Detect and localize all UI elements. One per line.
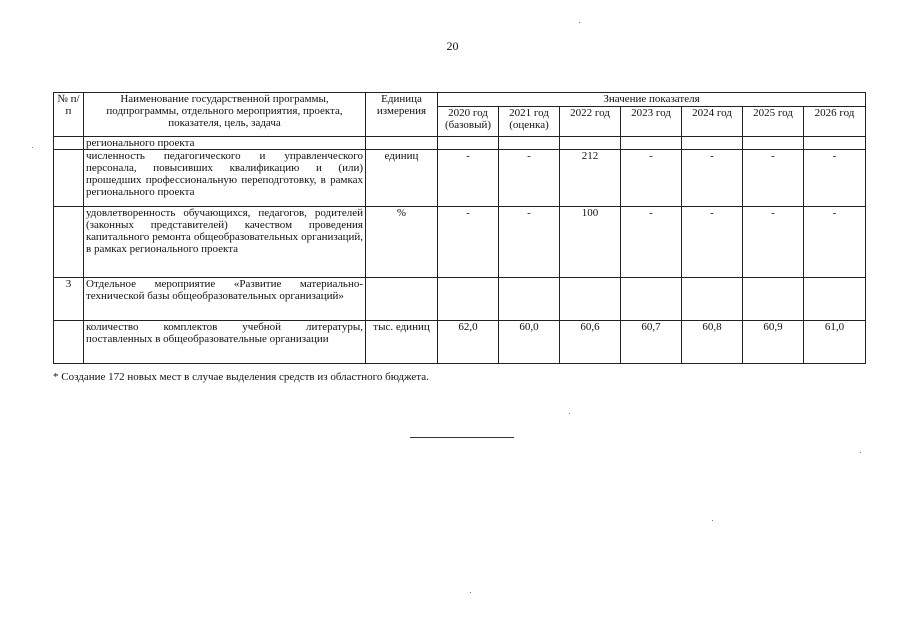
indicators-table bbox=[53, 92, 866, 364]
scan-speck bbox=[569, 413, 570, 414]
header-year bbox=[621, 107, 682, 137]
header-year-label: 2022 год bbox=[570, 107, 610, 119]
table-header bbox=[54, 93, 866, 137]
header-year-label: 2025 год bbox=[753, 107, 793, 119]
row-value-cell: - bbox=[804, 207, 866, 278]
row-value-cell bbox=[804, 137, 866, 150]
header-name: Наименование государственной программы, подпрограммы, отдельного мероприятия, проекта, показателя, цель, задача bbox=[84, 93, 366, 137]
row-num-cell bbox=[54, 137, 84, 150]
row-name-cell: количество комплектов учебной литературы, поставленных в общеобразовательные организации bbox=[84, 321, 366, 364]
scan-speck bbox=[470, 592, 471, 593]
row-value-cell bbox=[499, 137, 560, 150]
row-value-cell: - bbox=[499, 150, 560, 207]
row-value-cell: - bbox=[438, 207, 499, 278]
row-num-cell bbox=[54, 321, 84, 364]
header-year-label: 2026 год bbox=[814, 107, 855, 119]
row-name-cell: регионального проекта bbox=[84, 137, 366, 150]
row-value-cell: - bbox=[682, 207, 743, 278]
header-value-group: Значение показателя bbox=[438, 93, 866, 107]
row-value-cell bbox=[682, 137, 743, 150]
scan-speck bbox=[579, 22, 580, 23]
header-year bbox=[438, 107, 499, 137]
row-num-cell bbox=[54, 150, 84, 207]
row-name-cell: численность педагогического и управленческого персонала, повысивших квалификацию и (или) прошедших профессиональную переподготовку, в рамках регионального проекта bbox=[84, 150, 366, 207]
row-num-cell: 3 bbox=[54, 278, 84, 321]
row-value-cell: - bbox=[438, 150, 499, 207]
table-row bbox=[54, 137, 866, 150]
table-body bbox=[54, 137, 866, 364]
row-name-cell: удовлетворенность обучающихся, педагогов, родителей (законных представителей) качеством проведения капитального ремонта общеобразовательных организаций, в рамках регионального проекта bbox=[84, 207, 366, 278]
row-num-cell bbox=[54, 207, 84, 278]
row-value-cell bbox=[438, 137, 499, 150]
row-value-cell bbox=[743, 137, 804, 150]
row-value-cell: - bbox=[621, 150, 682, 207]
row-value-cell: 61,0 bbox=[804, 321, 866, 364]
row-value-cell: 60,7 bbox=[621, 321, 682, 364]
row-value-cell: 100 bbox=[560, 207, 621, 278]
row-value-cell bbox=[621, 137, 682, 150]
header-year bbox=[560, 107, 621, 137]
header-year-label: 2021 год bbox=[509, 107, 549, 119]
row-value-cell: 60,9 bbox=[743, 321, 804, 364]
header-year-label: 2023 год bbox=[631, 107, 671, 119]
row-value-cell: 60,6 bbox=[560, 321, 621, 364]
header-year bbox=[682, 107, 743, 137]
row-value-cell: - bbox=[621, 207, 682, 278]
footnote: * Создание 172 новых мест в случае выделения средств из областного бюджета. bbox=[53, 371, 429, 383]
row-value-cell bbox=[743, 278, 804, 321]
row-value-cell bbox=[499, 278, 560, 321]
row-value-cell bbox=[438, 278, 499, 321]
header-year-label: 2020 год bbox=[448, 107, 488, 119]
table-row bbox=[54, 150, 866, 207]
table-row bbox=[54, 278, 866, 321]
row-value-cell: 60,0 bbox=[499, 321, 560, 364]
row-value-cell bbox=[621, 278, 682, 321]
row-value-cell: 212 bbox=[560, 150, 621, 207]
row-value-cell bbox=[560, 137, 621, 150]
scan-speck bbox=[712, 520, 713, 521]
row-value-cell: - bbox=[804, 150, 866, 207]
scan-speck bbox=[32, 147, 33, 148]
row-value-cell: - bbox=[743, 207, 804, 278]
row-unit-cell: тыс. единиц bbox=[366, 321, 438, 364]
table-row bbox=[54, 207, 866, 278]
row-name-cell: Отдельное мероприятие «Развитие материально-технической базы общеобразовательных организаций» bbox=[84, 278, 366, 321]
header-unit: Единица измерения bbox=[366, 93, 438, 137]
scan-speck bbox=[860, 452, 861, 453]
row-unit-cell: единиц bbox=[366, 150, 438, 207]
header-year-note: (базовый) bbox=[444, 119, 492, 131]
header-year bbox=[499, 107, 560, 137]
row-value-cell: - bbox=[499, 207, 560, 278]
end-rule-divider bbox=[410, 437, 514, 438]
row-value-cell: 62,0 bbox=[438, 321, 499, 364]
header-year bbox=[804, 107, 866, 137]
header-year bbox=[743, 107, 804, 137]
header-num: № п/п bbox=[54, 93, 84, 137]
table-row bbox=[54, 321, 866, 364]
row-unit-cell: % bbox=[366, 207, 438, 278]
row-unit-cell bbox=[366, 278, 438, 321]
page-number: 20 bbox=[446, 39, 459, 53]
header-year-label: 2024 год bbox=[692, 107, 732, 119]
row-value-cell bbox=[804, 278, 866, 321]
row-value-cell: 60,8 bbox=[682, 321, 743, 364]
row-value-cell: - bbox=[682, 150, 743, 207]
row-value-cell: - bbox=[743, 150, 804, 207]
header-year-note: (оценка) bbox=[509, 119, 549, 131]
row-unit-cell bbox=[366, 137, 438, 150]
row-value-cell bbox=[560, 278, 621, 321]
row-value-cell bbox=[682, 278, 743, 321]
